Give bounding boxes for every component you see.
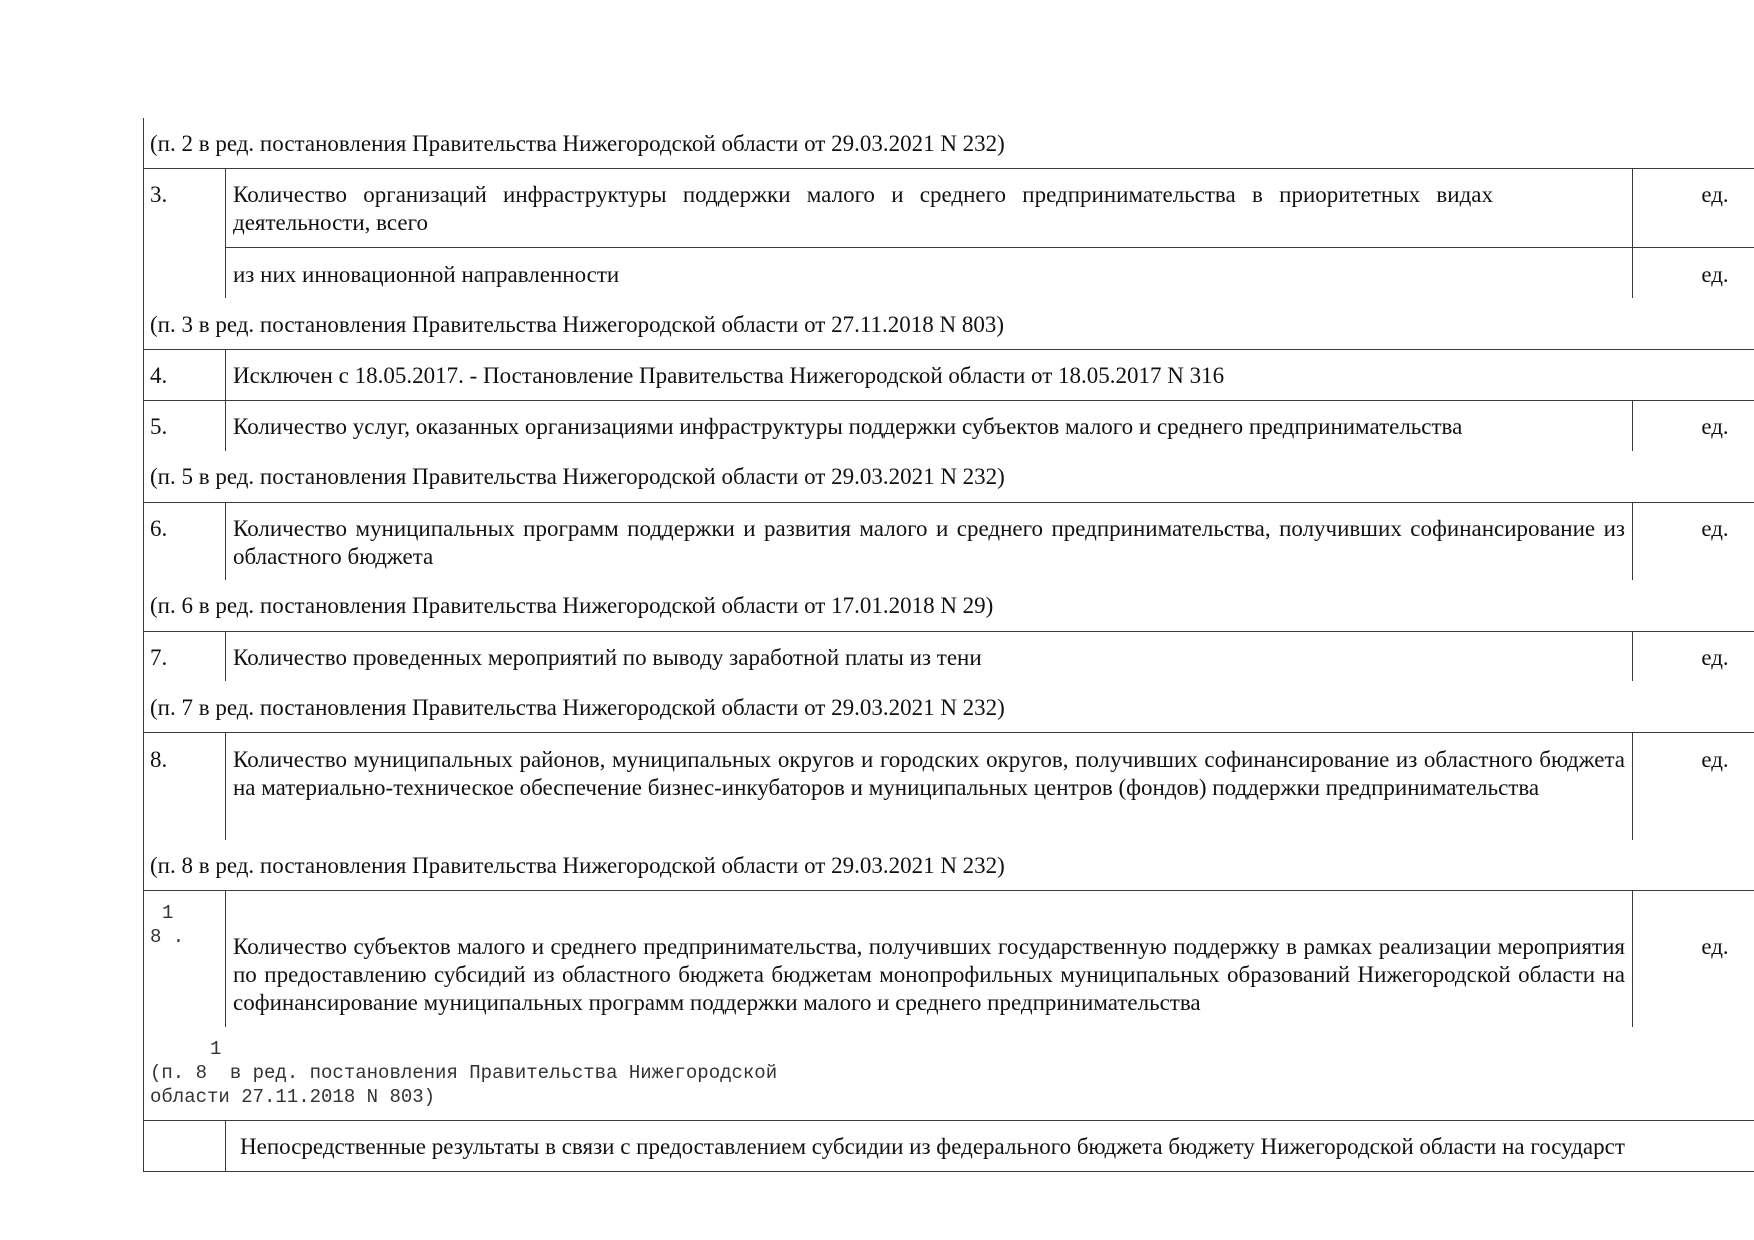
column-separator xyxy=(1632,168,1633,298)
amendment-note-superscript: 1 xyxy=(210,1038,222,1060)
column-separator xyxy=(1632,890,1633,1027)
column-separator xyxy=(225,890,226,1027)
column-separator xyxy=(1632,400,1633,451)
row-number: 8 . xyxy=(150,926,185,948)
amendment-note: (п. 6 в ред. постановления Правительства Нижегородской области от 17.01.2018 N 29) xyxy=(150,593,994,618)
row-divider xyxy=(143,1120,1754,1121)
row-divider xyxy=(143,890,1754,891)
unit-cell: ед. xyxy=(1701,182,1729,207)
unit-cell: ед. xyxy=(1701,414,1729,439)
column-separator xyxy=(225,1120,226,1171)
column-separator xyxy=(1632,502,1633,580)
section-heading-row: Непосредственные результаты в связи с предоставлением субсидии из федерального бюджета бюджету Нижегородской области на государст xyxy=(240,1134,1625,1159)
amendment-note: (п. 8 в ред. постановления Правительства Нижегородской xyxy=(150,1062,778,1084)
amendment-note: (п. 8 в ред. постановления Правительства Нижегородской области от 29.03.2021 N 232) xyxy=(150,853,1005,878)
indicator-text: Количество муниципальных районов, муниципальных округов и городских округов, получивших софинансирование из областного бюджета на материально-техническое обеспечение бизнес-инкубаторов и муниципальных центров (фондов) поддержки предпринимательства xyxy=(233,747,1625,800)
indicator-text: Исключен с 18.05.2017. - Постановление Правительства Нижегородской области от 18.05.2017 N 316 xyxy=(233,363,1225,388)
unit-cell: ед. xyxy=(1701,645,1729,670)
column-separator xyxy=(225,502,226,580)
column-separator xyxy=(225,168,226,298)
amendment-note: (п. 7 в ред. постановления Правительства Нижегородской области от 29.03.2021 N 232) xyxy=(150,695,1005,720)
row-number: 4. xyxy=(150,363,168,388)
column-separator xyxy=(225,349,226,400)
row-number: 3. xyxy=(150,182,168,207)
unit-cell: ед. xyxy=(1701,934,1729,959)
table-left-border xyxy=(143,118,144,1171)
row-divider xyxy=(143,631,1754,632)
row-divider xyxy=(143,349,1754,350)
row-divider xyxy=(143,400,1754,401)
row-divider xyxy=(225,247,1754,248)
row-divider xyxy=(143,502,1754,503)
amendment-note: (п. 5 в ред. постановления Правительства Нижегородской области от 29.03.2021 N 232) xyxy=(150,464,1005,489)
unit-cell: ед. xyxy=(1701,516,1729,541)
row-number: 7. xyxy=(150,645,168,670)
unit-cell: ед. xyxy=(1701,747,1729,772)
column-separator xyxy=(225,400,226,451)
indicator-text: Количество услуг, оказанных организациями инфраструктуры поддержки субъектов малого и среднего предпринимательства xyxy=(233,414,1463,439)
column-separator xyxy=(1632,732,1633,840)
amendment-note: (п. 2 в ред. постановления Правительства Нижегородской области от 29.03.2021 N 232) xyxy=(150,131,1005,156)
row-number-superscript: 1 xyxy=(162,902,174,924)
row-divider xyxy=(143,168,1754,169)
indicator-subtext: из них инновационной направленности xyxy=(233,262,620,287)
indicator-text: Количество муниципальных программ поддержки и развития малого и среднего предпринимательства, получивших софинансирование из областного бюджета xyxy=(233,516,1625,569)
row-number: 6. xyxy=(150,516,168,541)
indicator-text: Количество субъектов малого и среднего предпринимательства, получивших государственную поддержку в рамках реализации мероприятия по предоставлению субсидий из областного бюджета бюджетам монопрофильных муниципальных образований Нижегородской области на софинансирование муниципальных программ поддержки малого и среднего предпринимательства xyxy=(233,934,1625,1015)
table-bottom-border xyxy=(143,1171,1754,1172)
column-separator xyxy=(1632,631,1633,681)
unit-cell: ед. xyxy=(1701,262,1729,287)
row-number: 5. xyxy=(150,414,168,439)
row-divider xyxy=(143,732,1754,733)
column-separator xyxy=(225,631,226,681)
row-number: 8. xyxy=(150,747,168,772)
amendment-note: (п. 3 в ред. постановления Правительства Нижегородской области от 27.11.2018 N 803) xyxy=(150,312,1004,337)
indicator-text: Количество организаций инфраструктуры поддержки малого и среднего предпринимательства в приоритетных видах деятельности, всего xyxy=(233,182,1493,235)
column-separator xyxy=(225,732,226,840)
amendment-note: области 27.11.2018 N 803) xyxy=(150,1086,436,1108)
indicator-text: Количество проведенных мероприятий по выводу заработной платы из тени xyxy=(233,645,982,670)
